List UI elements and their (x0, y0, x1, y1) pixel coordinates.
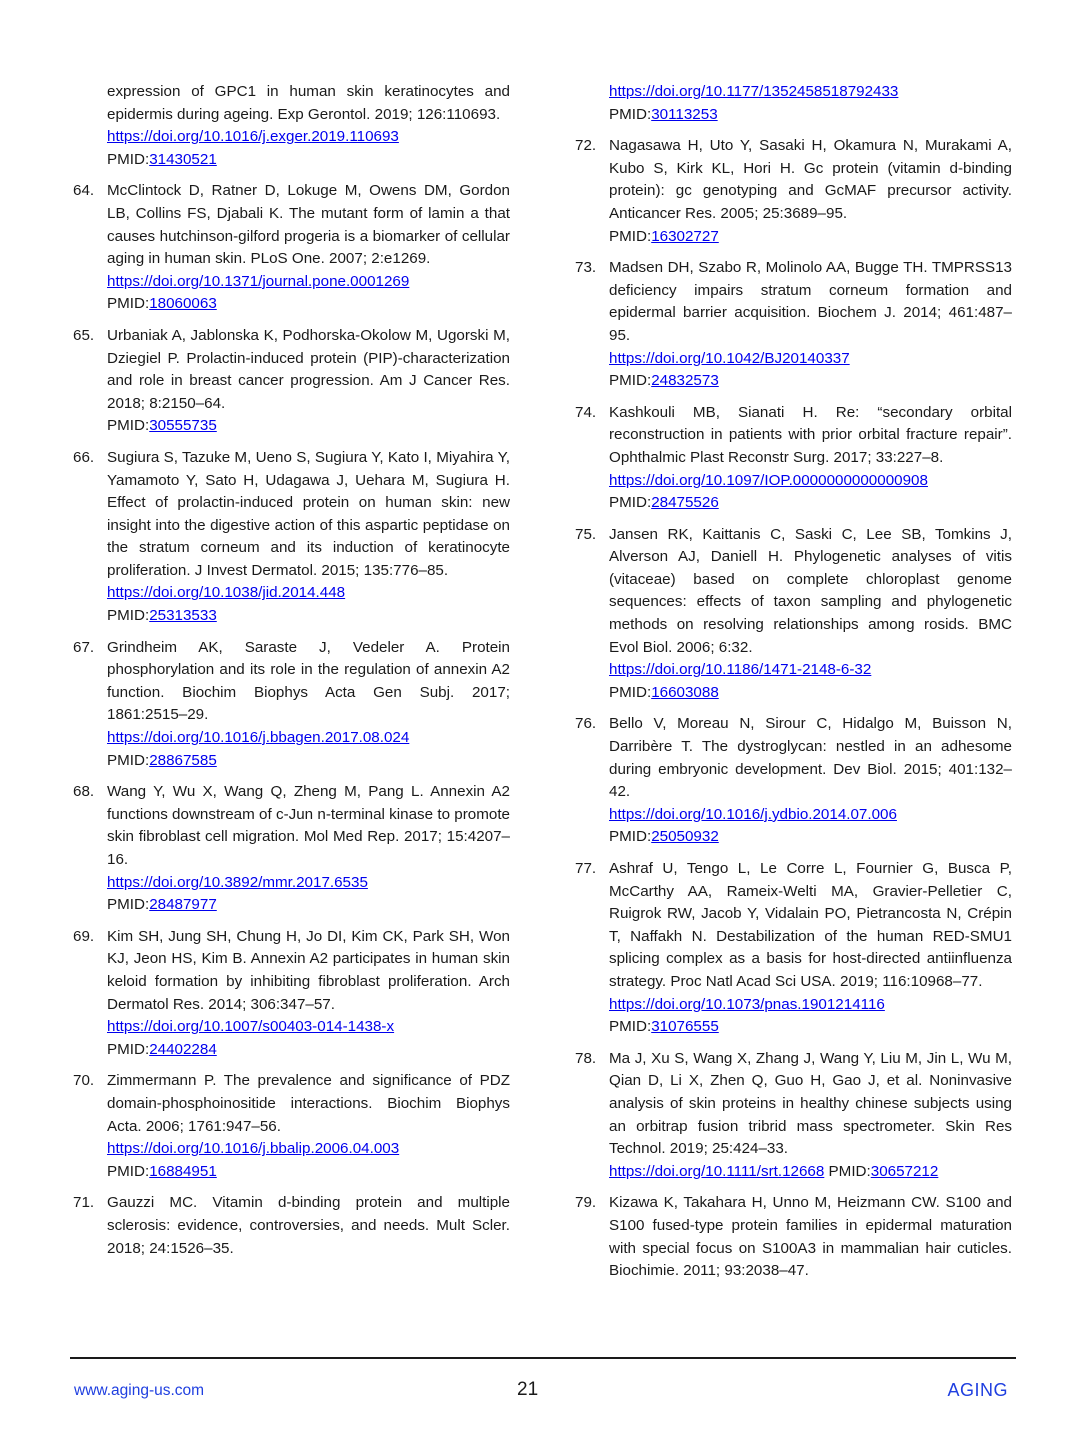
doi-link[interactable]: https://doi.org/10.1177/1352458518792433 (609, 83, 899, 100)
pmid-line (609, 492, 1012, 515)
reference-number: 64. (73, 182, 95, 200)
doi-link[interactable]: https://doi.org/10.1016/j.exger.2019.110693 (107, 128, 399, 146)
reference-number: 67. (73, 638, 95, 656)
reference-links (609, 470, 1012, 493)
pmid-label: PMID: (828, 1162, 871, 1180)
pmid-link[interactable]: 30555735 (149, 417, 217, 435)
pmid-line (609, 826, 1012, 849)
pmid-line (107, 149, 510, 172)
pmid-label: PMID: (107, 150, 150, 168)
pmid-label: PMID: (107, 607, 150, 625)
pmid-link[interactable]: 24402284 (149, 1040, 217, 1058)
pmid-label: PMID: (107, 295, 150, 313)
reference-item (575, 135, 1012, 248)
reference-citation: Kizawa K, Takahara H, Unno M, Heizmann CW. S100 and S100 fused-type protein families in epidermal maturation with special focus on S100A3 in mammalian hair cuticles. Biochimie. 2011; 93:2038–47. (609, 1194, 1012, 1280)
pmid-line (609, 1016, 1012, 1039)
reference-item (575, 257, 1012, 393)
reference-citation: Madsen DH, Szabo R, Molinolo AA, Bugge TH. TMPRSS13 deficiency impairs stratum corneum formation and epidermal barrier acquisition. Biochem J. 2014; 461:487–95. (609, 259, 1012, 344)
reference-number: 65. (73, 326, 95, 344)
doi-link[interactable]: https://doi.org/10.1073/pnas.1901214116 (609, 995, 885, 1013)
reference-citation: Wang Y, Wu X, Wang Q, Zheng M, Pang L. Annexin A2 functions downstream of c-Jun n-terminal kinase to promote skin fibroblast cell migration. Mol Med Rep. 2017; 15:4207–16. (107, 783, 510, 868)
reference-citation: Kim SH, Jung SH, Chung H, Jo DI, Kim CK, Park SH, Won KJ, Jeon HS, Kim B. Annexin A2 participates in human skin keloid formation by inhibiting fibroblast proliferation. Arch Dermatol Res. 2014; 306:347–57. (107, 927, 510, 1013)
pmid-label: PMID: (107, 751, 150, 769)
pmid-line (609, 226, 1012, 249)
reference-links (107, 582, 510, 605)
reference-links (609, 81, 1012, 104)
journal-name: AGING (947, 1380, 1008, 1400)
footer-site-link[interactable]: www.aging-us.com (74, 1382, 205, 1399)
reference-citation: Gauzzi MC. Vitamin d-binding protein and multiple sclerosis: evidence, controversies, and needs. Mult Scler. 2018; 24:1526–35. (107, 1194, 510, 1257)
pmid-line (107, 894, 510, 917)
pmid-label: PMID: (609, 105, 652, 123)
pmid-label: PMID: (107, 896, 150, 914)
pmid-link[interactable]: 18060063 (149, 295, 217, 313)
reference-item (73, 180, 510, 316)
reference-citation: McClintock D, Ratner D, Lokuge M, Owens DM, Gordon LB, Collins FS, Djabali K. The mutant form of lamin a that causes hutchinson-gilford progeria is a biomarker of cellular aging in human skin. PLoS One. 2007; 2:e1269. (107, 182, 510, 268)
pmid-label: PMID: (609, 683, 652, 701)
reference-number: 66. (73, 448, 95, 466)
pmid-line (107, 293, 510, 316)
reference-citation: Nagasawa H, Uto Y, Sasaki H, Okamura N, Murakami A, Kubo S, Kirk KL, Hori H. Gc protein (vitamin d-binding protein): gc genotyping and GcMAF precursor activity. Anticancer Res. 2005; 25:3689–95. (609, 137, 1012, 222)
pmid-label: PMID: (107, 1162, 150, 1180)
reference-citation: Grindheim AK, Saraste J, Vedeler A. Protein phosphorylation and its role in the regulation of annexin A2 function. Biochim Biophys Acta Gen Subj. 2017; 1861:2515–29. (107, 638, 510, 724)
doi-link[interactable]: https://doi.org/10.1016/j.bbagen.2017.08.024 (107, 729, 410, 747)
reference-item (73, 81, 510, 171)
pmid-line (609, 682, 1012, 705)
reference-citation: Ashraf U, Tengo L, Le Corre L, Fournier G, Busca P, McCarthy AA, Rameix-Welti MA, Gravier-Pelletier C, Ruigrok RW, Jacob Y, Vidalain PO, Pietrancosta N, Crépin T, Naffakh N. Destabilization of the human RED-SMU1 splicing complex as a basis for host-directed antiinfluenza strategy. Proc Natl Acad Sci USA. 2019; 116:10968–77. (609, 860, 1012, 990)
pmid-link[interactable]: 16302727 (651, 227, 719, 245)
pmid-label: PMID: (107, 417, 150, 435)
pmid-label: PMID: (609, 828, 652, 846)
reference-item (575, 713, 1012, 849)
pmid-line (107, 605, 510, 628)
pmid-label: PMID: (609, 1018, 652, 1036)
pmid-link[interactable]: 16603088 (651, 683, 719, 701)
reference-links (609, 1161, 1012, 1184)
reference-links (107, 126, 510, 149)
reference-item (73, 1070, 510, 1183)
pmid-line (107, 1161, 510, 1184)
reference-item (73, 781, 510, 917)
pmid-line (107, 1039, 510, 1062)
reference-item (575, 1048, 1012, 1184)
left-column (73, 81, 510, 1269)
reference-number: 75. (575, 525, 597, 543)
reference-number: 79. (575, 1194, 597, 1212)
pmid-label: PMID: (609, 372, 652, 390)
doi-link[interactable]: https://doi.org/10.1038/jid.2014.448 (107, 584, 346, 602)
reference-links (107, 271, 510, 294)
reference-number: 69. (73, 927, 95, 945)
pmid-link[interactable]: 25313533 (149, 607, 217, 625)
reference-links (107, 727, 510, 750)
reference-item (73, 447, 510, 628)
reference-links (609, 348, 1012, 371)
reference-links (107, 1138, 510, 1161)
reference-number: 78. (575, 1049, 597, 1067)
pmid-line (609, 370, 1012, 393)
doi-link[interactable]: https://doi.org/10.1016/j.ydbio.2014.07.006 (609, 805, 897, 823)
pmid-link[interactable]: 28487977 (149, 896, 217, 914)
reference-number: 72. (575, 137, 597, 155)
doi-link[interactable]: https://doi.org/10.1186/1471-2148-6-32 (609, 661, 872, 679)
right-column (575, 81, 1012, 1292)
footer-divider (70, 1357, 1016, 1359)
reference-citation: Jansen RK, Kaittanis C, Saski C, Lee SB, Tomkins J, Alverson AJ, Daniell H. Phylogenetic analyses of vitis (vitaceae) based on complete chloroplast genome sequences: effects of taxon sampling and phylogenetic methods on resolving relationships among rosids. BMC Evol Biol. 2006; 6:32. (609, 525, 1012, 656)
reference-item (575, 81, 1012, 126)
reference-item (73, 325, 510, 438)
pmid-label: PMID: (107, 1040, 150, 1058)
pmid-link[interactable]: 24832573 (651, 372, 719, 390)
pmid-link[interactable]: 28475526 (651, 494, 719, 512)
reference-number: 74. (575, 403, 597, 421)
reference-item (73, 637, 510, 773)
doi-link[interactable]: https://doi.org/10.3892/mmr.2017.6535 (107, 873, 368, 891)
reference-item (575, 402, 1012, 515)
pmid-link[interactable]: 31430521 (149, 150, 217, 168)
reference-item (575, 1192, 1012, 1282)
pmid-link[interactable]: 28867585 (149, 751, 217, 769)
pmid-line (609, 104, 1012, 127)
reference-item (575, 524, 1012, 705)
reference-citation: Kashkouli MB, Sianati H. Re: “secondary orbital reconstruction in patients with prior orbital fracture repair”. Ophthalmic Plast Reconstr Surg. 2017; 33:227–8. (609, 403, 1012, 466)
page-number: 21 (517, 1379, 539, 1400)
reference-number: 76. (575, 715, 597, 733)
reference-citation: Urbaniak A, Jablonska K, Podhorska-Okolow M, Ugorski M, Dziegiel P. Prolactin-induced protein (PIP)-characterization and role in breast cancer progression. Am J Cancer Res. 2018; 8:2150–64. (107, 326, 510, 412)
doi-link[interactable]: https://doi.org/10.1371/journal.pone.0001269 (107, 272, 410, 290)
reference-links (107, 872, 510, 895)
reference-citation: Sugiura S, Tazuke M, Ueno S, Sugiura Y, Kato I, Miyahira Y, Yamamoto Y, Sato H, Udagawa J, Uehara M, Sugiura H. Effect of prolactin-induced protein on human skin: new insight into the digestive action of this aspartic peptidase on the stratum corneum and its induction of keratinocyte proliferation. J Invest Dermatol. 2015; 135:776–85. (107, 448, 510, 579)
pmid-link[interactable]: 30113253 (651, 105, 718, 123)
reference-links (107, 1016, 510, 1039)
reference-links (609, 994, 1012, 1017)
pmid-line (107, 750, 510, 773)
reference-number: 68. (73, 783, 95, 801)
pmid-link[interactable]: 16884951 (149, 1162, 217, 1180)
doi-link[interactable]: https://doi.org/10.1111/srt.12668 (609, 1162, 825, 1180)
reference-citation: Zimmermann P. The prevalence and significance of PDZ domain-phosphoinositide interactions. Biochim Biophys Acta. 2006; 1761:947–56. (107, 1072, 510, 1135)
reference-item (73, 1192, 510, 1260)
reference-citation: Bello V, Moreau N, Sirour C, Hidalgo M, Buisson N, Darribère T. The dystroglycan: nestled in an adhesome during embryonic development. Dev Biol. 2015; 401:132–42. (609, 715, 1012, 801)
reference-item (575, 858, 1012, 1039)
doi-link[interactable]: https://doi.org/10.1042/BJ20140337 (609, 349, 850, 367)
reference-citation: Ma J, Xu S, Wang X, Zhang J, Wang Y, Liu M, Jin L, Wu M, Qian D, Li X, Zhen Q, Guo H, Gao J, et al. Noninvasive analysis of skin proteins in healthy chinese subjects using an orbitrap fusion tribrid mass spectrometer. Skin Res Technol. 2019; 25:424–33. (609, 1049, 1012, 1158)
reference-number: 73. (575, 259, 597, 277)
pmid-line (107, 415, 510, 438)
pmid-label: PMID: (609, 494, 652, 512)
reference-number: 70. (73, 1072, 95, 1090)
reference-citation: expression of GPC1 in human skin keratinocytes and epidermis during ageing. Exp Gerontol. 2019; 126:110693. (107, 83, 510, 123)
reference-item (73, 926, 510, 1062)
doi-link[interactable]: https://doi.org/10.1016/j.bbalip.2006.04.003 (107, 1140, 400, 1158)
pmid-link[interactable]: 31076555 (651, 1018, 719, 1036)
pmid-label: PMID: (609, 227, 652, 245)
reference-number: 71. (73, 1194, 95, 1212)
pmid-link[interactable]: 30657212 (870, 1162, 939, 1180)
doi-link[interactable]: https://doi.org/10.1097/IOP.0000000000000908 (609, 471, 928, 489)
reference-links (609, 659, 1012, 682)
doi-link[interactable]: https://doi.org/10.1007/s00403-014-1438-x (107, 1018, 395, 1036)
reference-links (609, 804, 1012, 827)
reference-number: 77. (575, 860, 597, 877)
pmid-link[interactable]: 25050932 (651, 828, 719, 846)
